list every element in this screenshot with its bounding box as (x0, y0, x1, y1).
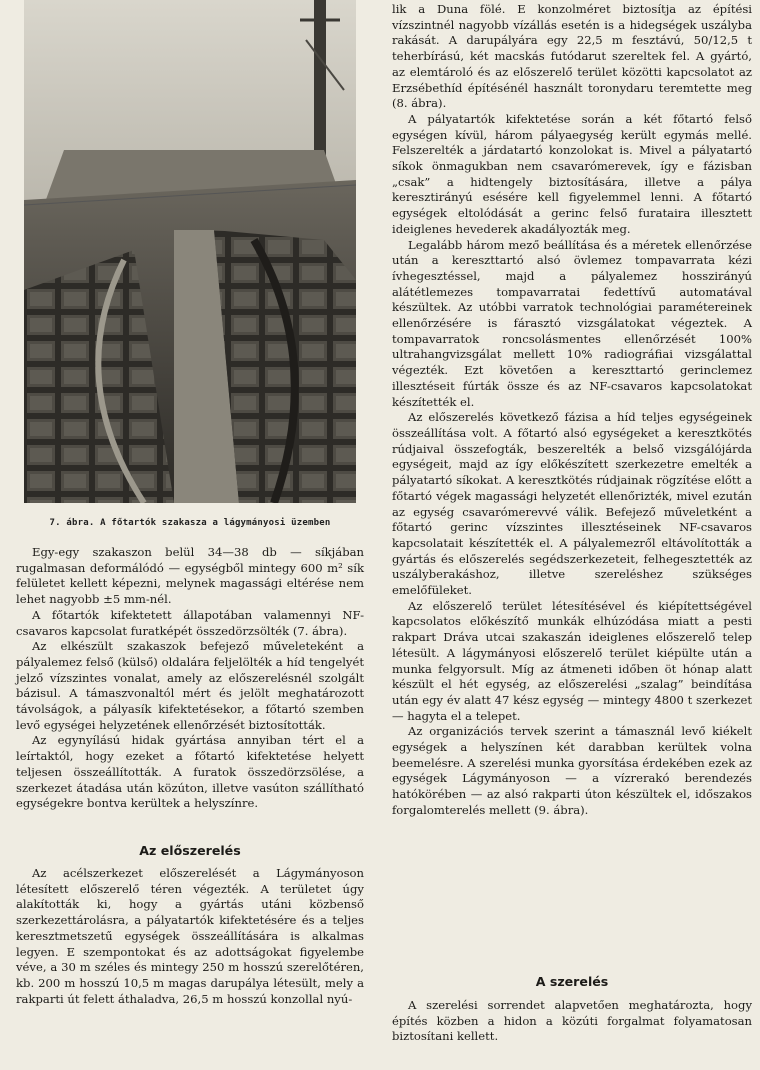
paragraph: Az előszerelés következő fázisa a híd teljes egységeinek összeállítása volt. A főtartó alsó egységeket a keresztkötés rúdjaival összefogták, beszerelték a belső vizsgálójárda egységeit, majd az így előkészített szerkezetre emelték a pályatartó síkokat. A keresztkötés rúdjainak rögzítése előtt a főtartó végek magassági helyzetét ellenőrizték, mivel ezután az egység csavarómerevvé válik. Befejező műveletként a főtartó gerinc vízszintes illesztéseinek NF-csavaros kapcsolatait készítették el. A pályalemezről eltávolították a gyártás és előszerelés segédszerkezeteit, felhegesztették az uszályberakáshoz, illetve szereléshez szükséges emelőfüleket. (392, 410, 752, 598)
paragraph: A pályatartók kifektetése során a két főtartó felső egységen kívül, három pályaegység került egymás mellé. Felszerelték a járdatartó konzolokat is. Mivel a pályatartó síkok önmagukban nem csavarómerevek, így e fázisban „csak” a hidtengely biztosítására, illetve a pálya keresztirányú esésére kell figyelemmel lenni. A főtartó egységek eltolódását a gerinc felső furataira illesztett ideiglenes hevederek akadályozták meg. (392, 111, 752, 236)
paragraph: Az organizációs tervek szerint a támasznál levő kiékelt egységek a helyszínen két darabban kerültek volna beemelésre. A szerelési munka gyorsítása érdekében ezek az egységek Lágymányoson — a vízrerakó berendezés hatókörében — az alsó rakparti úton készültek el, időszakos forgalomterelés mellett (9. ábra). (392, 724, 752, 817)
paragraph: Egy-egy szakaszon belül 34—38 db — síkjában rugalmasan deformálódó — egységből mintegy 600 m² sík felületet kellett képezni, melynek magassági eltérése nem lehet nagyobb ±5 mm-nél. (16, 545, 364, 607)
paragraph: A szerelési sorrendet alapvetően meghatározta, hogy építés közben a hidon a közúti forgalmat folyamatosan biztosítani kellett. (392, 998, 752, 1044)
figure-7-photo (24, 0, 356, 503)
left-column-bottom-text (16, 866, 364, 1007)
paragraph: Az elkészült szakaszok befejező műveleteként a pályalemez felső (külső) oldalára feljelölték a híd tengelyét jelző vízszintes vonalat, amely az előszerelésnél szolgált bázisul. A támaszvonaltól mért és jelölt meghatározott távolságok, a pályasík kifektetésekor, a főtartó szemben levő egységei helyzetének ellenőrzését biztosították. (16, 639, 364, 732)
right-column-bottom-text (392, 998, 752, 1045)
section-heading-szereles: A szerelés (535, 974, 609, 989)
paragraph: Az acélszerkezet előszerelését a Lágymányoson létesített előszerelő téren végezték. A területet úgy alakították ki, hogy a gyártás utáni közbenső szerkezettárolásra, a pályatartók kifektetésére és a teljes keresztmetszetű egységek összeállítására is alkalmas legyen. E szempontokat és az adottságokat figyelembe véve, a 30 m széles és mintegy 250 m hosszú szerelőtéren, kb. 200 m hosszú 10,5 m magas darupálya létesült, mely a rakparti út felett áthaladva, 26,5 m hosszú konzollal nyú- (16, 866, 364, 1006)
steel-girder-photo-image (24, 0, 356, 503)
paragraph: lik a Duna fölé. E konzolméret biztosítja az építési vízszintnél nagyobb vízállás esetén is a hidegségek uszályba rakását. A darupályára egy 22,5 m fesztávú, 50/12,5 t teherbírású, két macskás futódarut szereltek fel. A gyártó, az elemtároló és az előszerelő terület közötti kapcsolatot az Erzsébethíd építésénél használt toronydaru teremtette meg (8. ábra). (392, 2, 752, 111)
section-heading-eloszereles: Az előszerelés (139, 843, 241, 858)
paragraph: Az egynyílású hidak gyártása annyiban tért el a leírtaktól, hogy ezeket a főtartó kifektetése helyett teljesen összeállították. A furatok összedörzsölése, a szerkezet átadása után közúton, illetve vasúton szállítható egységekre bontva kerültek a helyszínre. (16, 733, 364, 811)
paragraph: Legalább három mező beállítása és a méretek ellenőrzése után a kereszttartó alsó övlemez tompavarrata kézi ívhegesztéssel, majd a pályalemez hosszirányú alátétlemezes tompavarratai fedettívű automatával készültek. Az utóbbi varratok technológiai paramétereinek ellenőrzésére is fárasztó vizsgálatokat végeztek. A tompavarratok roncsolásmentes ellenőrzését 100% ultrahangvizsgálat mellett 10% radiográfiai vizsgálattal végezték. Ezt követően a kereszttartó gerinclemez illesztéseit fúrták össze és az NF-csavaros kapcsolatokat készítették el. (392, 237, 752, 409)
paragraph: Az előszerelő terület létesítésével és kiépítettségével kapcsolatos előkészítő munkák elhúzódása miatt a pesti rakpart Dráva utcai szakaszán ideiglenes előszerelő telep létesült. A lágymányosi előszerelő terület kiépülte után a munka felgyorsult. Míg az átmeneti időben öt hónap alatt készült el hét egység, az előszerelési „szalag” beindítása után egy év alatt 47 kész egység — mintegy 4800 t szerkezet — hagyta el a telepet. (392, 598, 752, 723)
figure-7-caption: 7. ábra. A főtartók szakasza a lágymányosi üzemben (49, 518, 331, 528)
paragraph: A főtartók kifektetett állapotában valamennyi NF-csavaros kapcsolat furatképét összedörzsölték (7. ábra). (16, 607, 364, 638)
right-column-top-text (392, 2, 752, 819)
left-column-top-text (16, 545, 364, 812)
